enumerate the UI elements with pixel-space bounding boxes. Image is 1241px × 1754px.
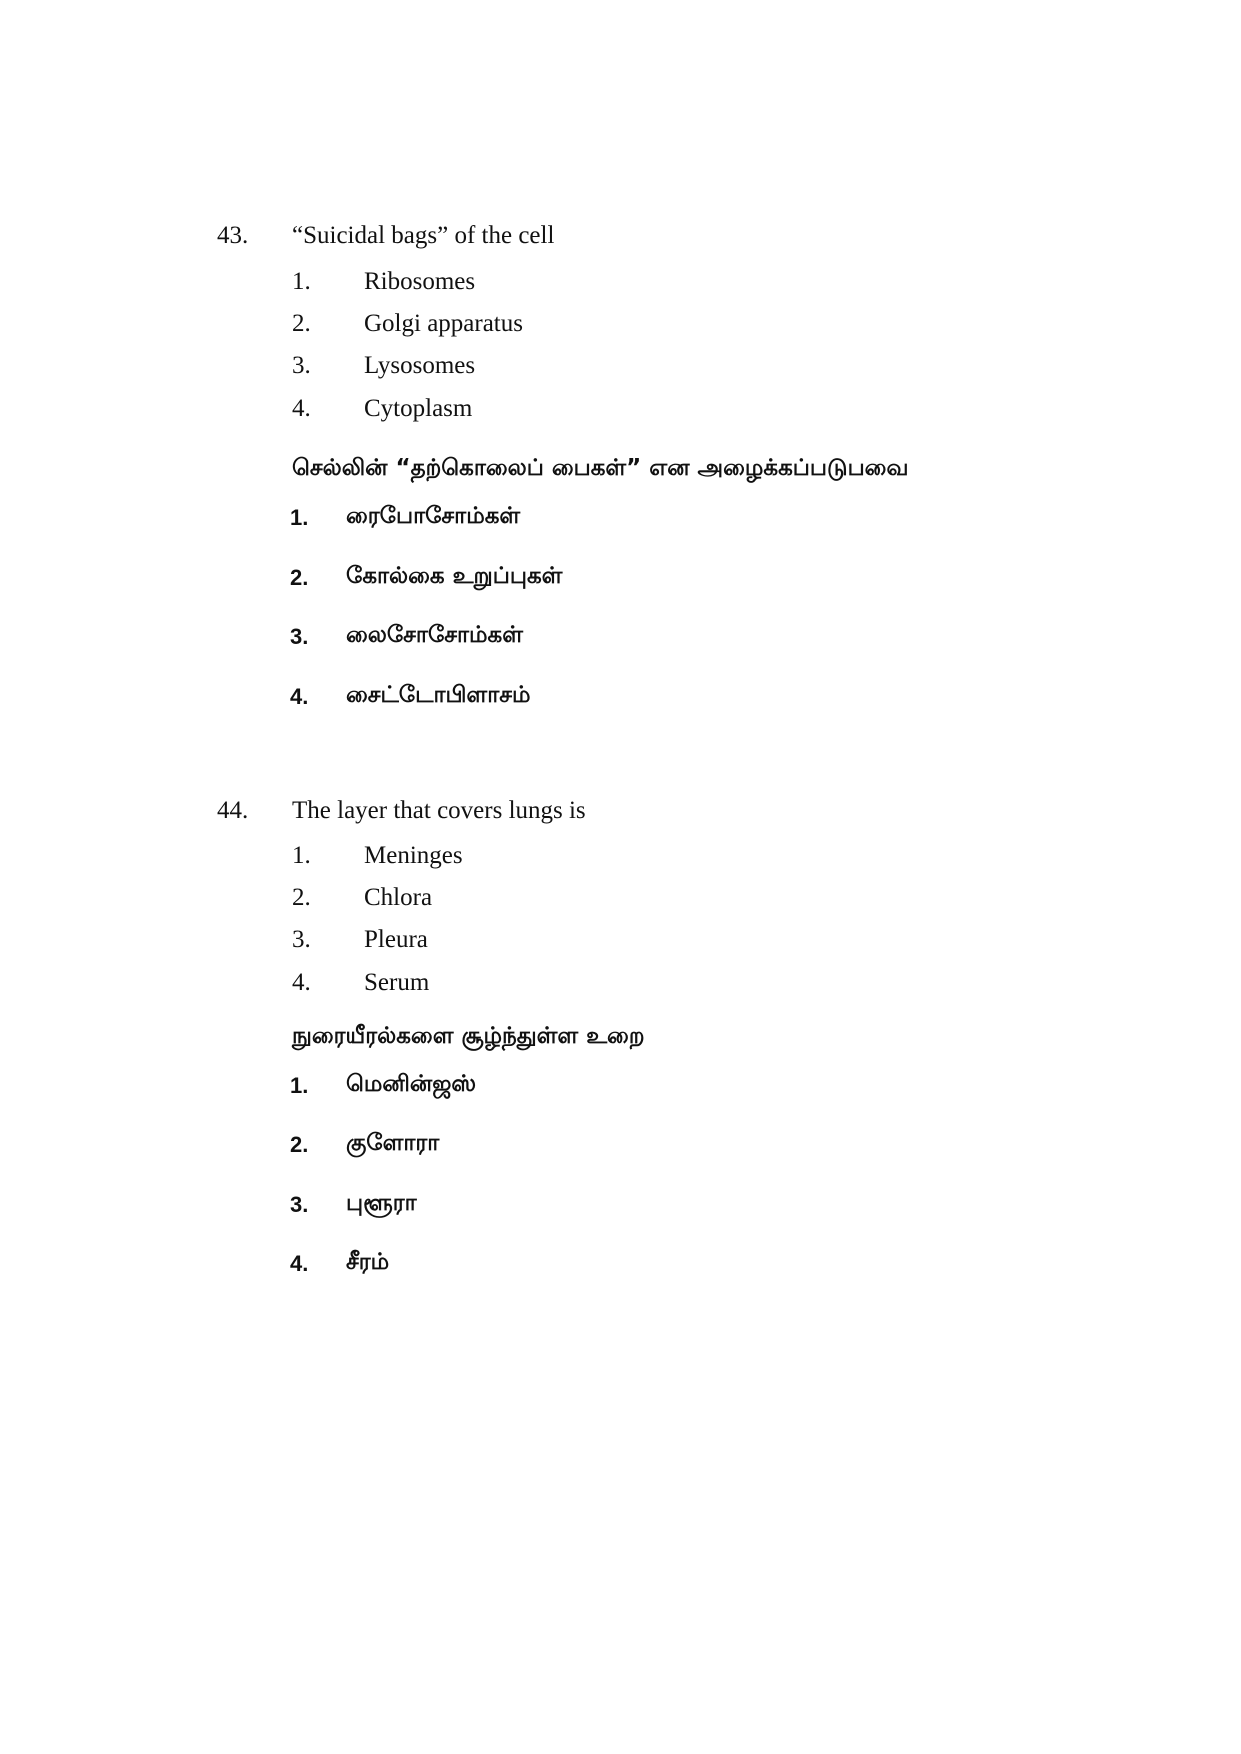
question-text-tamil: செல்லின் “தற்கொலைப் பைகள்” என அழைக்கப்படுபவை (292, 455, 909, 481)
option-number: 1. (290, 1073, 309, 1098)
option-text: Meninges (364, 842, 463, 869)
option-number: 4. (290, 1251, 309, 1276)
question-text-english: The layer that covers lungs is (292, 797, 586, 824)
option-number: 2. (292, 310, 311, 337)
option-number: 4. (292, 395, 311, 422)
option-text: Ribosomes (364, 268, 476, 295)
option-text: சீரம் (346, 1249, 390, 1275)
option-number: 2. (290, 565, 309, 590)
option-text: Pleura (364, 926, 428, 953)
option-text: Lysosomes (364, 352, 476, 379)
option-number: 3. (292, 926, 311, 953)
option-number: 2. (290, 1132, 309, 1157)
option-text: லைசோசோம்கள் (346, 622, 523, 648)
option-number: 1. (292, 268, 311, 295)
option-number: 1. (292, 842, 311, 869)
option-text: புளூரா (346, 1190, 417, 1216)
option-text: Chlora (364, 884, 433, 911)
option-text: Serum (364, 969, 430, 996)
option-number: 2. (292, 884, 311, 911)
option-number: 3. (292, 352, 311, 379)
question-text-tamil: நுரையீரல்களை சூழ்ந்துள்ள உறை (292, 1023, 645, 1049)
option-number: 3. (290, 1192, 309, 1217)
option-number: 4. (292, 969, 311, 996)
question-text-english: “Suicidal bags” of the cell (292, 222, 555, 249)
option-text: ரைபோசோம்கள் (346, 503, 521, 529)
option-text: கோல்கை உறுப்புகள் (346, 563, 563, 589)
option-number: 1. (290, 505, 309, 530)
question-number: 44. (217, 797, 249, 824)
option-text: சைட்டோபிளாசம் (346, 682, 531, 708)
option-number: 3. (290, 624, 309, 649)
option-text: Cytoplasm (364, 395, 473, 422)
option-number: 4. (290, 684, 309, 709)
option-text: குளோரா (346, 1130, 440, 1156)
option-text: மெனின்ஜஸ் (346, 1071, 477, 1097)
question-number: 43. (217, 222, 249, 249)
option-text: Golgi apparatus (364, 310, 523, 337)
